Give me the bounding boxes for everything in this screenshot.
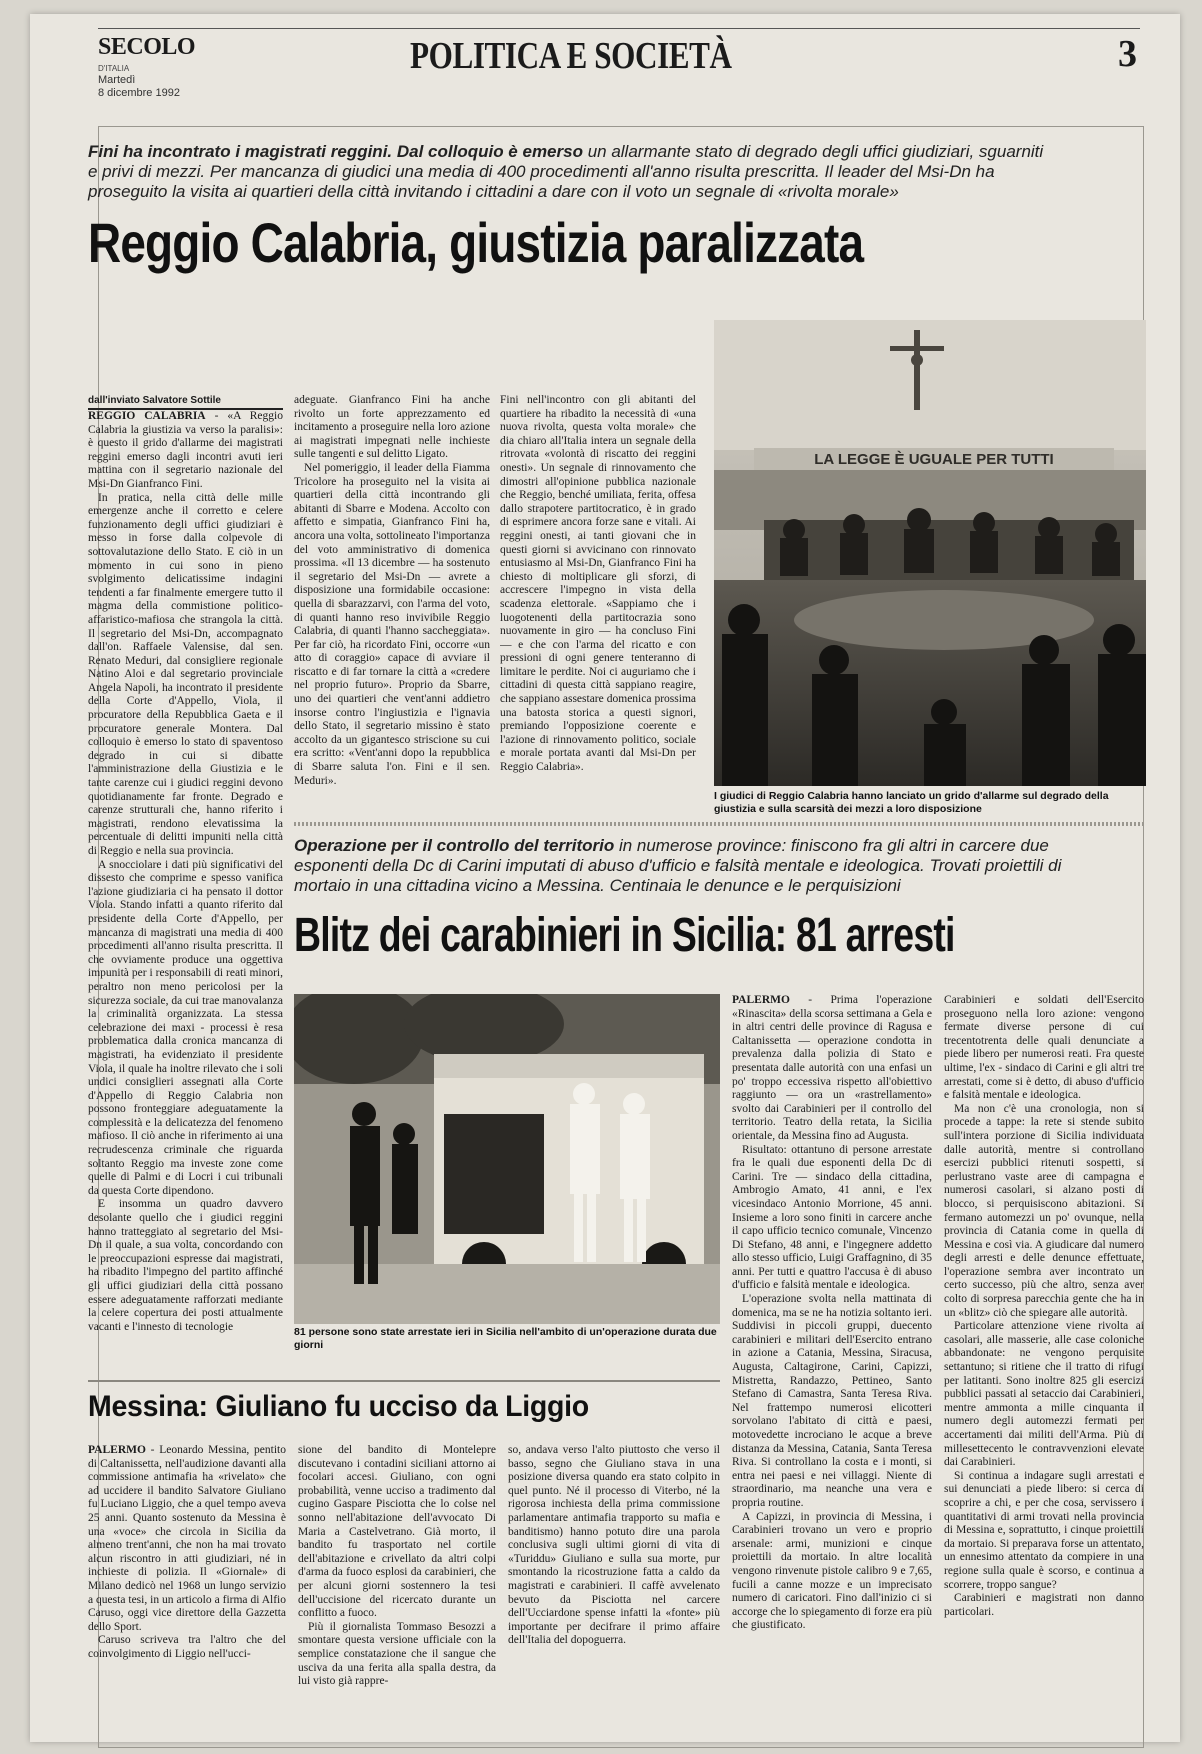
article1-col1-para: E insomma un quadro davvero desolante quello che i giudici reggini hanno tratteggiato al segretario del Msi-Dn il quale, a sua volta, concordando con le preoccupazioni espresse dai magistrati, ha ribadito l'impegno del partito affinché gli uffici giudiziari della città possano essere adeguatamente rafforzati mediante la celere copertura dei posti attualmente vacanti e l'innesto di tecnologie bbox=[88, 1198, 283, 1333]
article2-headline: Blitz dei carabinieri in Sicilia: 81 arresti bbox=[294, 909, 955, 962]
article1-column-1 bbox=[88, 410, 283, 1340]
article1-col2-para: Nel pomeriggio, il leader della Fiamma Tricolore ha proseguito nel la visita ai quartieri della città incontrando gli abitanti di Sbarre e Modena. Accolto con affetto e simpatia, Gianfranco Fini ha, ancora una volta, sottolineato l'importanza del voto amministrativo di domenica prossima. «Il 13 dicembre — ha sostenuto il segretario del Msi-Dn — avrete a disposizione una formidabile occasione: quella di sbarazzarvi, con l'arma del voto, di quanti hanno reso invivibile Reggio Calabria, di quanti l'hanno saccheggiata». Per far ciò, ha ricordato Fini, occorre «un atto di coraggio» capace di avviare il riscatto e di far tornare la città a «credere nel proprio futuro». Proprio da Sbarre, uno dei quartieri che vent'anni addietro insorse contro l'ingiustizia e l'ignavia dello Stato, il segretario missino è stato accolto da un gigantesco striscione su cui era scritto: «Vent'anni dopo la repubblica di Sbarre saluta l'on. Fini e il sen. Meduri». bbox=[294, 461, 490, 787]
issue-date-text: 8 dicembre 1992 bbox=[98, 87, 180, 99]
article1-col1-para: In pratica, nella città delle mille emergenze anche il corretto e celere funzionamento degli uffici giudiziari è messo in forse dalla colpevole di sottovalutazione dello Stato. E ciò in un momento in cui sono in pieno svolgimento delicatissime indagini tendenti a far finalmente emergere tutto il magma della commistione politico-affaristico-mafiosa che strangola la città. Il segretario del Msi-Dn, accompagnato dall'on. Raffaele Valensise, dal sen. Renato Meduri, dal consigliere regionale Natino Aloi e dal segretario provinciale Angela Napoli, ha incontrato il presidente della Corte d'Appello, Viola, il procuratore della Repubblica Gaeta e il procuratore generale Montera. Dal colloquio è emerso lo stato di spaventoso degrado in cui si dibatte l'amministrazione della Giustizia e le tante carenze cui i giudici reggini devono quotidianamente far fronte. Degrado e carenze strutturali che, hanno riferito i magistrati, rendono elevatissima la percentuale di delitti impuniti nella città di Reggio e nella sua provincia. bbox=[88, 491, 283, 857]
article2-photo-caption: 81 persone sono state arrestate ieri in Sicilia nell'ambito di un'operazione durata due giorni bbox=[294, 1326, 717, 1351]
article1-deck-text: un allarmante stato di degrado degli uffici giudiziari, sguarniti e privi di mezzi. Per mancanza di giudici una media di 400 procedimenti all'anno risulta prescritta. Il leader del Msi-Dn ha proseguito la visita ai quartieri della città invitando i cittadini a dare con il voto un segnale di «rivolta morale» bbox=[88, 142, 1044, 201]
article1-byline: dall'inviato Salvatore Sottile bbox=[88, 395, 283, 410]
masthead-logo: SECOLO bbox=[98, 34, 196, 60]
article3-rule bbox=[88, 1380, 720, 1382]
article2-deck bbox=[294, 836, 1114, 896]
article2-col2-para: Ma non c'è una cronologia, non si procede a tappe: la rete si stende subito sull'intera porzione di Sicilia individuata dalle autorità, mentre si controllano esercizi pubblici ritenuti sospetti, si perlustrano vaste aree di campagna e numerosi casolari, si alzano posti di blocco, si perquisiscono abitazioni. Si fermano automezzi un po' ovunque, nella provincia di Catania come in quella di Messina e così via. A giudicare dal numero degli arresti e delle denunce effettuate, l'operazione sembra aver incontrato un certo successo, più che altro, senza aver colto di sorpresa parecchia gente che ha in un «blitz» ciò che spiegare alle autorità. bbox=[944, 1102, 1144, 1319]
article1-deck-bold: Fini ha incontrato i magistrati reggini. Dal colloquio è emerso bbox=[88, 142, 583, 161]
article2-col1-para: Risultato: ottantuno di persone arrestate fra le quali due esponenti della Dc di Carini. Tre — sindaco della cittadina, Ambrogio Amato, 41 anni, e l'ex vicesindaco Antonio Morrione, 45 anni. Insieme a loro sono finiti in carcere anche il capo ufficio tecnico comunale, Vincenzo Di Stefano, 48 anni, e l'ingegnere addetto allo stesso ufficio, Luigi Graffagnino, di 35 anni. Per tutti e quattro l'accusa è di abuso d'ufficio e falsità mentale e ideologica. bbox=[732, 1143, 932, 1292]
article1-col1-para: A snocciolare i dati più significativi del dissesto che comprime e spesso vanifica l'azione giudiziaria ci ha pensato il dottor Viola. Stando infatti a quanto riferito dal presidente della Corte d'Appello, per mancanza di magistrati una media di 400 procedimenti all'anno risulta prescritta. Il che ovviamente produce una oggettiva impunità per i responsabili di reati minori, peraltro non meno pericolosi per la sicurezza sociale, da cui trae manovalanza la criminalità organizzata. La stessa celebrazione dei maxi - processi è resa problematica dalla cronica mancanza di magistrati, ha evidenziato il presidente Viola, il quale ha inoltre rilevato che i soli undici consiglieri assegnati alla Corte d'Appello di Reggio Calabria non possono fronteggiare adeguatamente la complessità e la delicatezza del fenomeno mafioso. Il ciò anche in riferimento ai una recrudescenza criminale che riguarda soltanto Reggio ma investe zone come quelle di Palmi e di Locri i cui tribunali da questa Corte dipendono. bbox=[88, 858, 283, 1197]
courtroom-photo-image bbox=[714, 320, 1146, 786]
article3-col1-para: Caruso scriveva tra l'altro che del coinvolgimento di Liggio nell'ucci- bbox=[88, 1634, 286, 1660]
photo-banner: LA LEGGE È UGUALE PER TUTTI bbox=[814, 451, 1054, 468]
article2-location: PALERMO bbox=[732, 994, 790, 1006]
article1-column-2 bbox=[294, 394, 490, 814]
page-number: 3 bbox=[1118, 33, 1137, 75]
article1-headline: Reggio Calabria, giustizia paralizzata bbox=[88, 211, 864, 274]
article2-column-1 bbox=[732, 994, 932, 1714]
issue-day: Martedì bbox=[98, 74, 136, 86]
courtroom-photo bbox=[714, 320, 1146, 786]
article3-col1-para bbox=[88, 1444, 286, 1634]
article1-deck bbox=[88, 142, 1048, 202]
article2-deck-text: in numerose province: finiscono fra gli altri in carcere due esponenti della Dc di Carini imputati di abuso d'ufficio e falsità mentale e ideologica. Trovati proiettili di mortaio in una cittadina vicino a Messina. Centinaia le denunce e le perquisizioni bbox=[294, 836, 1062, 895]
article2-col1-para: L'operazione svolta nella mattinata di domenica, ma se ne ha notizia soltanto ieri. Suddivisi in piccoli gruppi, duecento carabinieri e militari dell'Esercito entrano in azione a Catania, Messina, Siracusa, Augusta, Caltagirone, Carini, Capizzi, Mistretta, Randazzo, Pettineo, Santo Stefano di Camastra, Santa Teresa Riva. Nel frattempo numerosi elicotteri sorvolano l'abitato di città e paesi, motovedette incrociano le acque a breve distanza da Messina, Catania, Santa Teresa Riva. Si controllano la costa e i monti, si entra nei paesi e nei villaggi. Niente di straordinario, ma neanche una vera e propria routine. bbox=[732, 1293, 932, 1509]
article3-column-2 bbox=[298, 1444, 496, 1734]
article2-col2-para: Particolare attenzione viene rivolta ai casolari, alle masserie, alle case coloniche abbandonate: ne vengono perquisite settantuno; si ritiene che il tratto di rifugi per latitanti. Sono inoltre 825 gli esercizi pubblici passati al setaccio dai Carabinieri, mentre ammonta a mille cinquanta il numero degli automezzi fermati per accertamenti dai militi dell'Arma. Più di millesettecento le contravvenzioni elevate dai Carabinieri. bbox=[944, 1320, 1144, 1469]
article1-col3-para: Fini nell'incontro con gli abitanti del quartiere ha ribadito la necessità di «una nuova rivolta, questa volta morale» che dia chiaro all'Italia intera un segnale della ritrovata «volontà di riscatto dei reggini onesti». Un segnale di rinnovamento che dimostri all'opinione pubblica nazionale che Reggio, benché umiliata, ferita, offesa dallo strapotere partitocratico, è in grado di esprimere ancora forze sane e vitali. Ai reggini onesti, ai tanti giovani che in questi giorni si avvicinano con rinnovato entusiasmo al Msi-Dn, Gianfranco Fini ha chiesto di moltiplicare gli sforzi, di accrescere l'impegno in vista della scadenza elettorale. «Sappiamo che i luogotenenti della partitocrazia sono nuovamente in giro — ha concluso Fini — e che con l'arma del ricatto e con pressioni di ogni genere tenteranno di limitare le perdite. Noi ci auguriamo che i cittadini di questa città sappiano reagire, che sappiano assestare domenica prossima una batosta storica a questi signori, premiando l'opposizione coerente e l'azione di rinnovamento politico, sociale e morale portata avanti dal Msi-Dn per Reggio Calabria». bbox=[500, 394, 696, 774]
crucifix-icon bbox=[914, 330, 920, 410]
article3-col3-para: so, andava verso l'alto piuttosto che verso il basso, segno che Giuliano stava in una posizione diversa quando era stato colpito in quel punto. Né il processo di Viterbo, né la rigorosa inchiesta della prima commissione parlamentare antimafia trapporto su mafia e banditismo) hanno potuto dire una parola conclusiva sugli ultimi giorni di vita di «Turiddu» Giuliano e sulla sua morte, pur smontando la ricostruzione fatta a caldo da magistrati e carabinieri. Il caffè avvelenato bevuto da Pisciotta nel carcere dell'Ucciardone spense infatti la «fonte» più importante per decifrare il primo affaire dell'Italia del dopoguerra. bbox=[508, 1444, 720, 1647]
article3-col2-para: sione del bandito di Montelepre discutevano i contadini siciliani attorno ai focolari accesi. Giuliano, con ogni probabilità, venne ucciso a tradimento dal cugino Gaspare Pisciotta che lo colse nel sonno nell'abitazione dell'avvocato Di Maria a Castelvetrano. Già morto, il bandito fu trasportato nel cortile dell'abitazione e crivellato da altri colpi d'arma da fuoco esplosi da carabinieri, che per alcuni giorni sostennero la tesi dell'uccisione del ricercato durante un conflitto a fuoco. bbox=[298, 1444, 496, 1620]
section-divider bbox=[294, 822, 1146, 826]
article1-location: REGGIO CALABRIA bbox=[88, 410, 206, 422]
carabinieri-photo bbox=[294, 994, 720, 1324]
article2-lead-text: - Prima l'operazione «Rinascita» della scorsa settimana a Gela e in altri centri delle province di Ragusa e Caltanissetta — operazione condotta in prevalenza dalla polizia di Stato e presentata dalle autorità con una enfasi un po' troppo eccessiva rispetto all'obiettivo raggiunto — ora un «rastrellamento» svolto dai Carabinieri per il controllo del territorio. Teatro della retata, la Sicilia orientale, da Messina fino ad Augusta. bbox=[732, 994, 932, 1142]
article2-column-2 bbox=[944, 994, 1144, 1714]
article1-column-3 bbox=[500, 394, 696, 814]
article2-col1-para: A Capizzi, in provincia di Messina, i Carabinieri trovano un vero e proprio arsenale: armi, munizioni e cinque proiettili da mortaio. In altre località vengono rinvenute pistole calibro 9 e 7,65, fucili a canne mozze e un imprecisato numero di caricatori. Fino dall'inizio ci si accorge che lo spiegamento di forze era più che giustificato. bbox=[732, 1510, 932, 1632]
article1-col2-para: adeguate. Gianfranco Fini ha anche rivolto un forte apprezzamento ed incitamento a proseguire nella loro azione ai magistrati impegnati nelle inchieste sulle tangenti e sul delitto Ligato. bbox=[294, 394, 490, 461]
header-rule bbox=[98, 28, 1140, 29]
article2-col2-para: Si continua a indagare sugli arrestati e sui denunciati a piede libero: si cerca di scoprire a chi, e per che cosa, servissero i quantitativi di armi trovati nella provincia di Messina e, soprattutto, i cinque proiettili da mortaio. Si preparava forse un attentato, un ennesimo attentato da compiere in una regione sulla quale è scorso, e continua a scorrere, troppo sangue? bbox=[944, 1469, 1144, 1591]
article2-col2-para: Carabinieri e soldati dell'Esercito proseguono nella loro azione: vengono fermate diverse persone di cui trecentotrenta delle quali denunciate a piede libero per numerosi reati. Fra queste ultime, l'ex - sindaco di Carini e gli altri tre arrestati, come si è detto, di abuso d'ufficio e falsità mentale e ideologica. bbox=[944, 994, 1144, 1102]
carabinieri-photo-image bbox=[294, 994, 720, 1324]
article2-col1-para bbox=[732, 994, 932, 1144]
article1-col1-para bbox=[88, 410, 283, 492]
newspaper-page bbox=[30, 14, 1180, 1742]
article1-photo-caption: I giudici di Reggio Calabria hanno lanciato un grido d'allarme sul degrado della giustizia e sulla scarsità dei mezzi a loro disposizione bbox=[714, 790, 1109, 815]
article2-col2-para: Carabinieri e magistrati non danno particolari. bbox=[944, 1592, 1144, 1618]
article3-headline: Messina: Giuliano fu ucciso da Liggio bbox=[88, 1390, 589, 1423]
article3-column-3 bbox=[508, 1444, 720, 1734]
issue-date bbox=[98, 74, 180, 100]
masthead-subtitle: D'ITALIA bbox=[98, 64, 130, 73]
article3-col2-para: Più il giornalista Tommaso Besozzi a smontare questa versione ufficiale con la semplice constatazione che il sangue che usciva da una ferita alla spalla destra, da lui visto già rappre- bbox=[298, 1620, 496, 1688]
article3-location: PALERMO bbox=[88, 1444, 146, 1456]
article1-lead-text: - «A Reggio Calabria la giustizia va verso la paralisi»: è questo il grido d'allarme dei magistrati reggini emerso dagli incontri avuti ieri mattina con il segretario nazionale del Msi-Dn Gianfranco Fini. bbox=[88, 410, 283, 490]
article3-lead-text: - Leonardo Messina, pentito di Caltanissetta, nell'audizione davanti alla commissione antimafia ha «rivelato» che ad uccidere il bandito Salvatore Giuliano fu Luciano Liggio, che a quel tempo aveva 25 anni. Quanto sostenuto da Messina è una «voce» che circola in Sicilia da almeno trent'anni, che non ha mai trovato alcun riscontro in atti giudiziari, né in inchieste di polizia. Il «Giornale» di Milano dedicò nel 1968 un lungo servizio a questa tesi, in un articolo a firma di Alfio Caruso, oggi vice direttore della Gazzetta dello Sport. bbox=[88, 1444, 286, 1633]
article2-deck-bold: Operazione per il controllo del territorio bbox=[294, 836, 615, 855]
section-title: POLITICA E SOCIETÀ bbox=[410, 35, 732, 77]
article3-column-1 bbox=[88, 1444, 286, 1734]
